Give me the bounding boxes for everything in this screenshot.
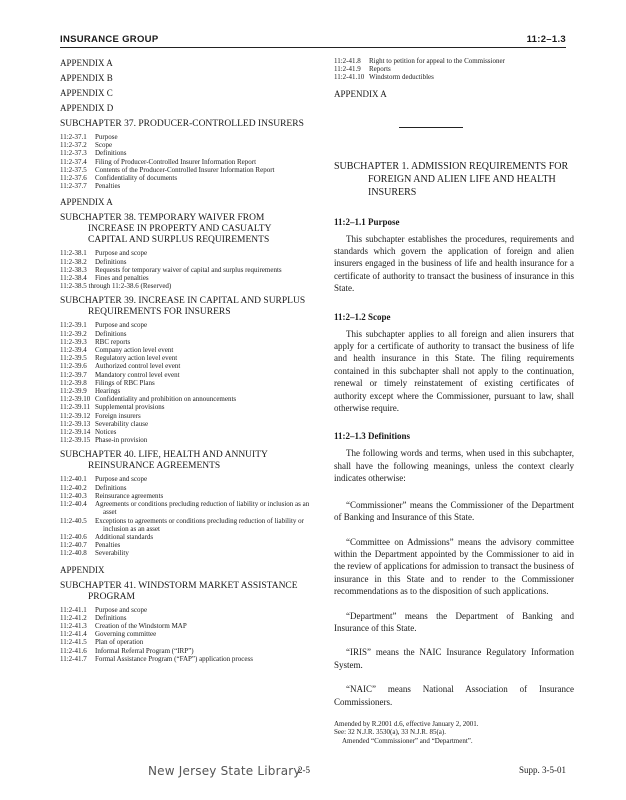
toc-entry: 11:2-39.10 Confidentiality and prohibition on announcements [60,395,237,404]
toc-entry: 11:2-37.6 Confidentiality of documents [60,174,178,183]
header-rule [60,47,566,48]
amendment-note [334,720,574,745]
appendix-40: APPENDIX [60,564,105,575]
toc-entry: 11:2-38.2 Definitions [60,257,127,266]
toc-entry: 11:2-41.9 Reports [334,65,391,74]
running-header [60,34,566,48]
header-section: 11:2–1.3 [526,34,566,45]
supplement-date: Supp. 3-5-01 [519,765,566,775]
toc-entry: 11:2-39.8 Filings of RBC Plans [60,378,155,387]
appendix-41: APPENDIX A [334,88,387,99]
toc-entry: 11:2-39.11 Supplemental provisions [60,403,165,412]
toc-entry: 11:2-40.4 Agreements or conditions precluding reduction of liability or inclusion as an asset [60,500,310,517]
toc-entry: 11:2-39.4 Company action level event [60,346,174,355]
section-1-2-text: This subchapter applies to all foreign and alien insurers that apply for a certificate of authority to transact the business of life and health insurance in this State. The filing requirements contained in this subchapter shall not apply to the continuation, renewal or timely reinstatement of existing certificates of authority except where the Commissioner, pursuant to law, shall otherwise require. [334,328,574,414]
toc-entry: 11:2-38.1 Purpose and scope [60,249,148,258]
toc-entry: 11:2-37.3 Definitions [60,149,127,158]
toc-entry-reserved: 11:2-38.5 through 11:2-38.6 (Reserved) [60,282,172,291]
toc-entry: 11:2-37.4 Filing of Producer-Controlled Insurer Information Report [60,157,257,166]
toc-entry: 11:2-41.4 Governing committee [60,630,157,639]
toc-entry: 11:2-39.6 Authorized control level event [60,362,181,371]
definition-commissioner: “Commissioner” means the Commissioner of the Department of Banking and Insurance of this State. [334,499,574,523]
toc-entry: 11:2-41.10 Windstorm deductibles [334,73,434,82]
left-column [60,57,312,669]
library-stamp: New Jersey State Library [148,764,301,778]
toc-entry: 11:2-39.1 Purpose and scope [60,321,148,330]
toc-entry: 11:2-40.6 Additional standards [60,532,154,541]
subchapter-37-entries [60,133,312,190]
section-1-3-heading: 11:2–1.3 Definitions [334,431,411,442]
toc-entry: 11:2-37.7 Penalties [60,182,121,191]
section-1-2-heading: 11:2–1.2 Scope [334,311,391,322]
subchapter-41-entries [60,606,312,663]
right-column [334,57,574,745]
toc-entry: 11:2-40.2 Definitions [60,483,127,492]
appendix-c: APPENDIX C [60,88,113,98]
section-1-1-heading: 11:2–1.1 Purpose [334,216,400,227]
toc-entry: 11:2-38.3 Requests for temporary waiver of capital and surplus requirements [60,265,282,274]
definition-committee: “Committee on Admissions” means the advisory committee within the Department appointed by the Commissioner to aid in the review of applications for admission to transact the business of insurance in this State and to render to the Commissioner recommendations as to the disposition of such applications. [334,536,574,597]
amendment-source: See: 32 N.J.R. 3530(a), 33 N.J.R. 85(a). [334,728,446,737]
toc-entry: 11:2-41.8 Right to petition for appeal to the Commissioner [334,57,505,65]
toc-entry: 11:2-40.1 Purpose and scope [60,475,148,484]
toc-entry: 11:2-41.2 Definitions [60,613,127,622]
page-number: 2-5 [298,765,310,775]
toc-entry: 11:2-40.3 Reinsurance agreements [60,491,164,500]
subchapter-41-title: SUBCHAPTER 41. WINDSTORM MARKET ASSISTANCE PROGRAM [60,580,298,602]
toc-entry: 11:2-41.1 Purpose and scope [60,605,148,614]
toc-entry: 11:2-37.5 Contents of the Producer-Controlled Insurer Information Report [60,165,275,174]
toc-entry: 11:2-39.12 Foreign insurers [60,411,141,420]
subchapter-40-title: SUBCHAPTER 40. LIFE, HEALTH AND ANNUITY REINSURANCE AGREEMENTS [60,450,268,472]
subchapter-41-entries-cont [334,57,574,82]
toc-entry: 11:2-39.13 Severability clause [60,419,149,428]
subchapter-1-title: SUBCHAPTER 1. ADMISSION REQUIREMENTS FOR FOREIGN AND ALIEN LIFE AND HEALTH INSURERS [334,160,569,198]
subchapter-39-entries [60,321,312,444]
toc-entry: 11:2-40.5 Exceptions to agreements or conditions precluding reduction of liability or inclusion as an asset [60,516,304,533]
definition-iris: “IRIS” means the NAIC Insurance Regulatory Information System. [334,647,574,670]
toc-entry: 11:2-39.14 Notices [60,428,117,437]
section-divider [399,127,463,128]
subchapter-39-title: SUBCHAPTER 39. INCREASE IN CAPITAL AND SURPLUS REQUIREMENTS FOR INSURERS [60,296,306,318]
appendix-b: APPENDIX B [60,73,113,83]
section-1-1-text: This subchapter establishes the procedures, requirements and standards which govern the application of foreign and alien insurers engaged in the business of life and health insurance for a certificate of authority to transact the business of insurance in this State. [334,233,574,294]
subchapter-38-entries [60,249,312,290]
header-title: INSURANCE GROUP [60,34,159,45]
amendment-detail: Amended “Commissioner” and “Department”. [342,736,473,745]
definition-department: “Department” means the Department of Banking and Insurance of this State. [334,610,574,633]
definition-naic: “NAIC” means National Association of Insurance Commissioners. [334,684,574,707]
toc-entry: 11:2-41.6 Informal Referral Program (“IRP”) [60,646,194,655]
subchapter-40-entries [60,475,312,557]
toc-entry: 11:2-41.5 Plan of operation [60,638,144,647]
toc-entry: 11:2-37.1 Purpose [60,133,118,141]
subchapter-37-title: SUBCHAPTER 37. PRODUCER-CONTROLLED INSURERS [60,119,304,129]
toc-entry: 11:2-41.3 Creation of the Windstorm MAP [60,621,187,630]
appendix-a: APPENDIX A [60,58,113,68]
toc-entry: 11:2-39.3 RBC reports [60,337,131,346]
section-1-3-text: The following words and terms, when used in this subchapter, shall have the following meanings, unless the context clearly indicates otherwise: [334,448,574,484]
toc-entry: 11:2-39.2 Definitions [60,329,127,338]
toc-entry: 11:2-40.7 Penalties [60,541,121,550]
subchapter-38-title: SUBCHAPTER 38. TEMPORARY WAIVER FROM INCREASE IN PROPERTY AND CASUALTY CAPITAL AND SURPLUS REQUIREMENTS [60,213,272,246]
appendix-d: APPENDIX D [60,103,114,113]
toc-entry: 11:2-37.2 Scope [60,141,113,150]
toc-entry: 11:2-39.9 Hearings [60,387,121,396]
toc-entry: 11:2-38.4 Fines and penalties [60,274,149,283]
toc-entry: 11:2-39.15 Phase-in provision [60,436,148,445]
appendix-37: APPENDIX A [60,197,113,208]
toc-entry: 11:2-39.7 Mandatory control level event [60,370,180,379]
toc-entry: 11:2-39.5 Regulatory action level event [60,354,178,363]
toc-entry: 11:2-40.8 Severability [60,549,129,558]
toc-entry: 11:2-41.7 Formal Assistance Program (“FAP”) application process [60,654,253,663]
amendment-line: Amended by R.2001 d.6, effective January 2, 2001. [334,719,479,728]
